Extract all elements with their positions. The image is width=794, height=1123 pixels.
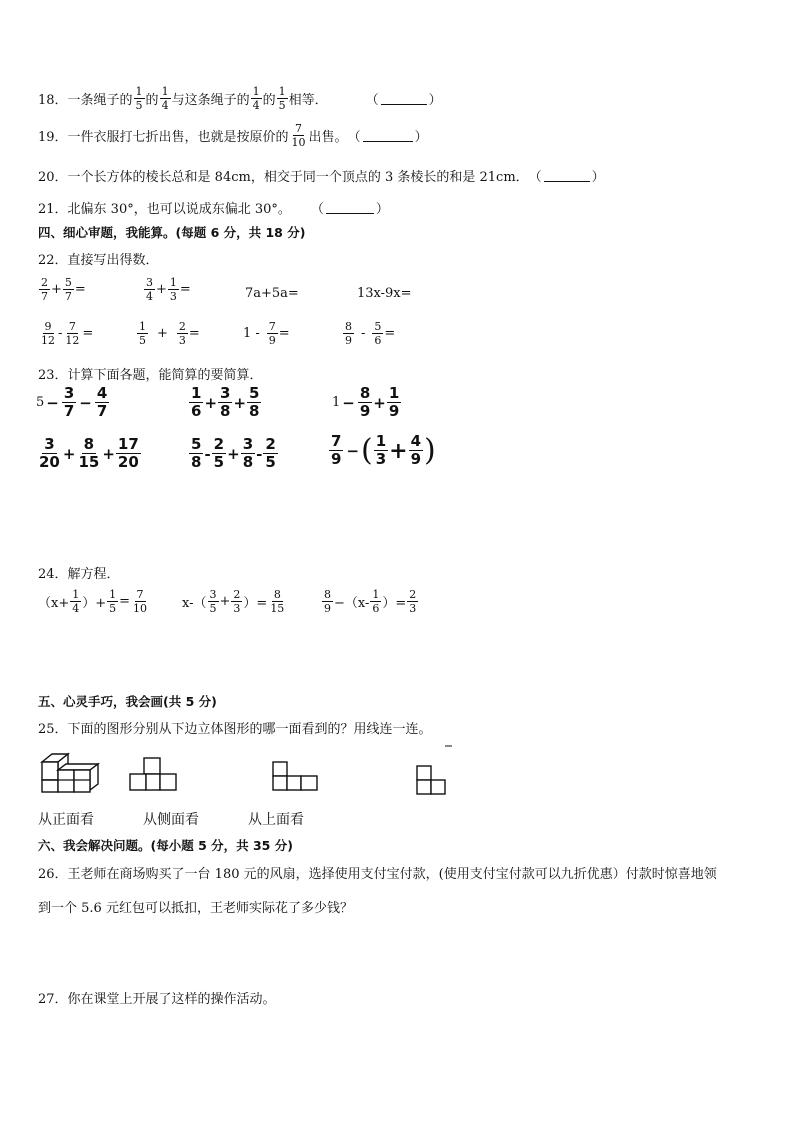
- fraction: $\frac{4}{9}$: [410, 432, 422, 468]
- q23-expr: [36, 386, 110, 419]
- section-6-heading: 六、我会解决问题。(每小题 5 分，共 35 分): [38, 838, 293, 853]
- answer-blank[interactable]: [363, 129, 413, 142]
- paren: ): [424, 432, 436, 468]
- q22-expr: [38, 321, 93, 346]
- q23-expr: [188, 386, 262, 419]
- fraction: $\frac{7}{10}$: [291, 122, 306, 149]
- q18-text: 的: [262, 93, 276, 108]
- operator: =: [82, 326, 94, 341]
- operator: =: [179, 282, 191, 297]
- fraction: $\frac{3}{5}$: [209, 588, 217, 615]
- fraction: $\frac{1}{9}$: [388, 384, 400, 420]
- fraction: $\frac{2}{7}$: [41, 276, 48, 303]
- fraction: $\frac{2}{5}$: [265, 435, 276, 471]
- q24-title: 24．解方程．: [38, 567, 120, 582]
- answer-paren: ）: [591, 170, 605, 185]
- fraction: $\frac{5}{7}$: [64, 276, 72, 303]
- caption-top: 从上面看: [248, 812, 304, 828]
- operator: -: [58, 326, 63, 341]
- answer-paren: ）: [375, 202, 389, 217]
- q22-expr: [243, 321, 290, 346]
- q20-text: 20．一个长方体的棱长总和是 84cm，相交于同一个顶点的 3 条棱长的和是 21cm．: [38, 170, 529, 185]
- answer-blank[interactable]: [381, 92, 427, 105]
- operand: ）+: [82, 596, 107, 611]
- operator: =: [74, 282, 86, 297]
- operator: +: [51, 282, 62, 297]
- answer-paren: （: [365, 93, 379, 108]
- fraction: $\frac{1}{5}$: [139, 320, 146, 347]
- q22-expr: [38, 277, 86, 302]
- fraction: $\frac{1}{6}$: [191, 384, 202, 420]
- operator: +: [219, 594, 231, 609]
- operand: x-（: [182, 596, 207, 611]
- fraction: $\frac{8}{9}$: [345, 320, 352, 347]
- q26-line-2: 到一个 5.6 元红包可以抵扣，王老师实际花了多少钱？: [38, 901, 353, 916]
- fraction: $\frac{3}{8}$: [242, 435, 254, 471]
- q18-text: 相等．: [288, 93, 328, 108]
- fraction: $\frac{3}{8}$: [220, 384, 231, 420]
- operator: -: [204, 444, 211, 463]
- fraction: $\frac{1}{5}$: [278, 85, 286, 112]
- section-4-heading: 四、细心审题，我能算。(每题 6 分，共 18 分): [38, 225, 306, 240]
- q22-expr: [342, 321, 395, 346]
- operand: 1 -: [243, 326, 260, 341]
- q25-title: 25．下面的图形分别从下边立体图形的哪一面看到的？用线连一连。: [38, 722, 432, 737]
- operator: +: [102, 444, 115, 463]
- operator: +: [204, 393, 218, 412]
- operand: 5: [36, 395, 45, 410]
- q23-expr: [332, 386, 402, 419]
- caption-front: 从正面看: [38, 812, 94, 828]
- operator: =: [188, 326, 200, 341]
- equation-1: [38, 589, 150, 614]
- operator: +: [227, 444, 240, 463]
- answer-paren: ）: [428, 93, 442, 108]
- q25-figures: [0, 740, 794, 810]
- fraction: $\frac{1}{4}$: [161, 85, 169, 112]
- fraction: $\frac{1}{3}$: [169, 276, 177, 303]
- fraction: $\frac{8}{9}$: [359, 384, 371, 420]
- paren: (: [361, 432, 373, 468]
- view-figure-3: [417, 766, 445, 794]
- operator: −: [342, 393, 355, 412]
- operator: =: [384, 326, 396, 341]
- question-18: [38, 86, 442, 111]
- fraction: $\frac{2}{5}$: [213, 435, 225, 471]
- question-21: [38, 198, 389, 217]
- question-19: [38, 123, 428, 148]
- answer-paren: （: [528, 170, 542, 185]
- operator: =: [278, 326, 290, 341]
- q18-text: 与这条绳子的: [171, 93, 250, 108]
- operator: +: [62, 444, 76, 463]
- section-5-heading: 五、心灵手巧，我会画(共 5 分): [38, 694, 217, 709]
- q22-expr: [143, 277, 191, 302]
- fraction: $\frac{5}{8}$: [249, 384, 260, 420]
- answer-paren: （: [347, 130, 361, 145]
- operator: +: [233, 393, 247, 412]
- q27-text: 27．你在课堂上开展了这样的操作活动。: [38, 992, 276, 1007]
- fraction: $\frac{3}{7}$: [63, 384, 75, 420]
- fraction: $\frac{1}{3}$: [375, 432, 387, 468]
- answer-paren: （: [310, 202, 324, 217]
- operator: −: [346, 441, 360, 460]
- fraction: $\frac{3}{20}$: [39, 435, 60, 471]
- q23-expr: [328, 434, 436, 467]
- q23-expr: [188, 437, 279, 470]
- operand: 1: [332, 395, 341, 410]
- operand: ）=: [382, 596, 407, 611]
- q22-expr: 7a+5a=: [245, 286, 299, 301]
- caption-side: 从侧面看: [143, 812, 199, 828]
- answer-blank[interactable]: [326, 201, 374, 214]
- operator: +: [157, 326, 168, 341]
- q22-expr: 13x-9x=: [357, 286, 412, 301]
- fraction: $\frac{7}{9}$: [268, 320, 276, 347]
- operand: ）=: [243, 596, 268, 611]
- q23-title: 23．计算下面各题，能简算的要简算．: [38, 368, 263, 383]
- fraction: $\frac{4}{7}$: [96, 384, 108, 420]
- operator: -: [361, 326, 366, 341]
- operator: +: [156, 282, 167, 297]
- fraction: $\frac{1}{5}$: [135, 85, 143, 112]
- question-20: [38, 166, 605, 185]
- operator: +: [389, 437, 408, 464]
- operator: +: [373, 393, 386, 412]
- q19-text: 19．一件衣服打七折出售，也就是按原价的: [38, 130, 289, 145]
- fraction: $\frac{5}{6}$: [374, 320, 382, 347]
- q22-expr: [136, 321, 200, 346]
- operator: -: [256, 444, 263, 463]
- q23-expr: [36, 437, 142, 470]
- q26-line-1: 26．王老师在商场购买了一台 180 元的风扇，选择使用支付宝付款，(使用支付宝付款可以九折优惠）付款时惊喜地领: [38, 867, 717, 882]
- fraction: $\frac{8}{15}$: [270, 588, 285, 615]
- fraction: $\frac{9}{12}$: [41, 320, 55, 347]
- q18-text: 18．一条绳子的: [38, 93, 133, 108]
- fraction: $\frac{2}{3}$: [409, 588, 417, 615]
- fraction: $\frac{8}{9}$: [324, 588, 331, 615]
- answer-blank[interactable]: [544, 169, 590, 182]
- q22-title: 22．直接写出得数．: [38, 253, 159, 268]
- q18-text: 的: [145, 93, 159, 108]
- fraction: $\frac{1}{4}$: [72, 588, 80, 615]
- equation-2: [182, 589, 287, 614]
- fraction: $\frac{1}{5}$: [109, 588, 117, 615]
- q19-text: 出售。: [308, 130, 348, 145]
- view-figure-1: [130, 758, 176, 790]
- q21-text: 21．北偏东 30°，也可以说成东偏北 30°。: [38, 202, 291, 217]
- fraction: $\frac{1}{6}$: [372, 588, 380, 615]
- fraction: $\frac{3}{4}$: [146, 276, 153, 303]
- fraction: $\frac{17}{20}$: [117, 435, 139, 471]
- fraction: $\frac{8}{15}$: [78, 435, 100, 471]
- fraction: $\frac{2}{3}$: [233, 588, 241, 615]
- fraction: $\frac{5}{8}$: [191, 435, 202, 471]
- fraction: $\frac{1}{4}$: [252, 85, 260, 112]
- operator: −: [79, 393, 92, 412]
- fraction: $\frac{7}{10}$: [133, 588, 148, 615]
- answer-paren: ）: [414, 130, 428, 145]
- equation-3: [321, 589, 419, 614]
- solid-figure: [42, 754, 98, 792]
- operator: −: [46, 393, 59, 412]
- fraction: $\frac{2}{3}$: [178, 320, 186, 347]
- operator: =: [119, 594, 131, 609]
- operand: （x+: [38, 596, 70, 611]
- view-figure-2: [273, 762, 317, 790]
- fraction: $\frac{7}{9}$: [331, 432, 342, 468]
- fraction: $\frac{7}{12}$: [65, 320, 80, 347]
- operand: −（x-: [334, 596, 370, 611]
